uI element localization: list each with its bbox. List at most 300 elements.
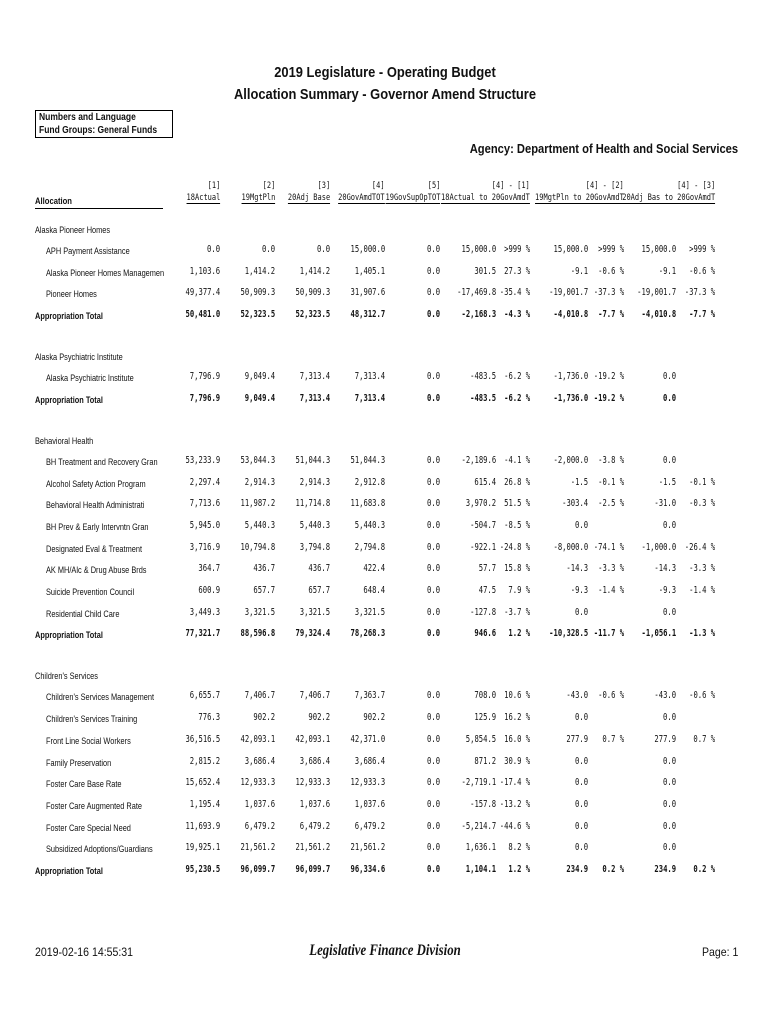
appropriation-total-value: -4.3 % [503, 309, 530, 321]
allocation-row-value: -1.5 [658, 476, 676, 488]
allocation-row-value: 57.7 [478, 563, 496, 575]
appropriation-total-value: 79,324.4 [295, 628, 330, 640]
allocation-row-value: -3.7 % [503, 606, 530, 618]
allocation-row-value: 0.0 [426, 712, 440, 724]
allocation-row-value: -157.8 [469, 798, 496, 810]
appropriation-total-value: 52,323.5 [240, 309, 275, 321]
allocation-row-value: 21,561.2 [295, 842, 330, 854]
allocation-row-value: 7,406.7 [299, 690, 330, 702]
allocation-row-value: 1,195.4 [189, 798, 220, 810]
column-name: 19GovSupOpTOT [385, 193, 440, 203]
allocation-row-value: -3.3 % [597, 563, 624, 575]
appropriation-total-value: 0.0 [426, 864, 440, 875]
allocation-row-value: 0.0 [426, 287, 440, 299]
allocation-row-value: 1,636.1 [465, 842, 496, 854]
appropriation-total-value: -1,056.1 [641, 628, 676, 640]
allocation-row-value: 3,686.4 [299, 755, 330, 767]
allocation-row-value: 0.0 [426, 798, 440, 810]
allocation-row-value: 648.4 [363, 585, 385, 596]
allocation-row-value: 47.5 [478, 585, 496, 596]
column-header-c3 [288, 181, 330, 203]
allocation-column-header: Allocation [35, 196, 163, 209]
allocation-row-value: -1.4 % [688, 585, 715, 596]
allocation-row-value: 7,796.9 [189, 371, 220, 383]
column-index: [2] [262, 181, 275, 191]
filter-box [35, 110, 173, 138]
allocation-row-value: 0.0 [662, 755, 676, 767]
allocation-row-value: 0.0 [426, 265, 440, 277]
column-index: [4] [372, 181, 385, 191]
allocation-row-value: -31.0 [654, 498, 676, 510]
column-name: 20Adj Bas to 20GovAmdT [622, 193, 715, 203]
column-name: 18Actual to 20GovAmdT [441, 193, 530, 203]
appropriation-total-value: -11.7 % [593, 628, 624, 640]
allocation-row-value: 53,044.3 [240, 454, 275, 466]
column-name: 19MgtPln [241, 193, 275, 203]
allocation-row-value: -14.3 [566, 563, 588, 575]
allocation-row-label: Behavioral Health Administrati [46, 500, 145, 511]
column-index: [5] [427, 181, 440, 191]
allocation-row-value: -2.5 % [597, 498, 624, 510]
allocation-row-value: 5,440.3 [244, 519, 275, 531]
allocation-row-value: 6,479.2 [244, 820, 275, 832]
allocation-row-value: -0.6 % [597, 690, 624, 702]
allocation-row-value: 436.7 [308, 563, 330, 575]
column-header-c5 [385, 181, 440, 203]
allocation-row-value: 15,000.0 [553, 244, 588, 255]
allocation-row-value: -2,189.6 [461, 454, 496, 466]
appropriation-total-value: 78,268.3 [350, 628, 385, 640]
allocation-row-value: 1,414.2 [299, 265, 330, 277]
allocation-row-value: -127.8 [469, 606, 496, 618]
allocation-row-label: Alaska Pioneer Homes Managemen [46, 267, 165, 278]
appropriation-total-value: 0.2 % [602, 864, 624, 875]
allocation-row-value: -3.3 % [688, 563, 715, 575]
allocation-row-value: 422.4 [363, 563, 385, 575]
section-heading: Alaska Pioneer Homes [35, 225, 111, 235]
allocation-row-value: -9.3 [658, 585, 676, 596]
allocation-row-value: 6,655.7 [189, 690, 220, 702]
allocation-row-value: 0.0 [662, 606, 676, 618]
appropriation-total-value: -1,736.0 [553, 392, 588, 404]
allocation-row-value: -19.2 % [593, 371, 624, 383]
allocation-row-value: 301.5 [474, 265, 496, 277]
allocation-row-value: 8.2 % [508, 842, 530, 854]
allocation-row-value: 42,093.1 [295, 733, 330, 745]
column-name: 20GovAmdTOT [338, 193, 385, 203]
allocation-row-value: 7.9 % [508, 585, 530, 596]
column-index: [4] - [2] [585, 181, 624, 191]
allocation-row-value: 0.0 [426, 519, 440, 531]
allocation-row-value: 600.9 [198, 585, 220, 596]
appropriation-total-value: 7,796.9 [189, 392, 220, 404]
appropriation-total-value: 7,313.4 [299, 392, 330, 404]
appropriation-total-label: Appropriation Total [35, 394, 103, 405]
allocation-row-value: -9.3 [570, 585, 588, 596]
column-name: 19MgtPln to 20GovAmdT [535, 193, 624, 203]
allocation-row-value: -504.7 [469, 519, 496, 531]
appropriation-total-value: 0.0 [426, 392, 440, 404]
allocation-row-value: 51,044.3 [295, 454, 330, 466]
allocation-row-value: -1.4 % [597, 585, 624, 596]
column-index: [3] [317, 181, 330, 191]
section-heading: Alaska Psychiatric Institute [35, 352, 123, 363]
allocation-row-value: 3,321.5 [244, 606, 275, 618]
appropriation-total-label: Appropriation Total [35, 866, 103, 876]
appropriation-total-value: 0.0 [426, 309, 440, 321]
allocation-row-value: 0.0 [426, 563, 440, 575]
section-heading: Children's Services [35, 671, 98, 682]
allocation-row-value: 42,371.0 [350, 733, 385, 745]
allocation-row-value: 0.0 [662, 454, 676, 466]
allocation-row-value: 0.0 [426, 454, 440, 466]
allocation-row-value: -4.1 % [503, 454, 530, 466]
appropriation-total-value: 1,104.1 [465, 864, 496, 875]
allocation-row-value: 615.4 [474, 476, 496, 488]
allocation-row-value: 7,363.7 [354, 690, 385, 702]
allocation-row-value: 125.9 [474, 712, 496, 724]
allocation-row-value: -0.6 % [597, 265, 624, 277]
allocation-row-value: 3,686.4 [354, 755, 385, 767]
allocation-row-value: 2,297.4 [189, 476, 220, 488]
allocation-row-value: 50,909.3 [240, 287, 275, 299]
appropriation-total-value: 88,596.8 [240, 628, 275, 640]
appropriation-total-value: 7,313.4 [354, 392, 385, 404]
allocation-row-label: BH Treatment and Recovery Gran [46, 456, 158, 467]
appropriation-total-value: 96,099.7 [295, 864, 330, 875]
allocation-row-value: 7,313.4 [354, 371, 385, 383]
allocation-row-value: -43.0 [654, 690, 676, 702]
allocation-row-value: -1,736.0 [553, 371, 588, 383]
appropriation-total-value: 1.2 % [508, 864, 530, 875]
allocation-row-value: -3.8 % [597, 454, 624, 466]
appropriation-total-value: 52,323.5 [295, 309, 330, 321]
allocation-row-value: 708.0 [474, 690, 496, 702]
appropriation-total-value: 96,099.7 [240, 864, 275, 875]
allocation-row-value: -303.4 [561, 498, 588, 510]
allocation-row-value: 6,479.2 [299, 820, 330, 832]
allocation-row-value: -1.5 [570, 476, 588, 488]
allocation-row-value: 0.0 [574, 712, 588, 724]
allocation-row-value: 5,854.5 [465, 733, 496, 745]
allocation-row-value: -483.5 [469, 371, 496, 383]
allocation-row-value: 3,794.8 [299, 541, 330, 553]
allocation-row-value: 3,321.5 [354, 606, 385, 618]
section-heading: Behavioral Health [35, 435, 94, 446]
allocation-row-value: -5,214.7 [461, 820, 496, 832]
allocation-row-value: 15,000.0 [350, 244, 385, 255]
allocation-row-value: 2,914.3 [244, 476, 275, 488]
appropriation-total-value: -10,328.5 [548, 628, 588, 640]
allocation-row-value: 21,561.2 [240, 842, 275, 854]
footer-division-signature: Legislative Finance Division [309, 942, 461, 959]
allocation-row-value: 1,405.1 [354, 265, 385, 277]
appropriation-total-value: -4,010.8 [641, 309, 676, 321]
allocation-row-value: 0.0 [574, 777, 588, 789]
allocation-row-value: 3,970.2 [465, 498, 496, 510]
allocation-row-value: 10.6 % [503, 690, 530, 702]
column-index: [4] - [1] [491, 181, 530, 191]
allocation-row-value: 26.8 % [503, 476, 530, 488]
report-title: 2019 Legislature - Operating Budget [274, 64, 496, 81]
allocation-row-value: 277.9 [654, 733, 676, 745]
allocation-row-label: Foster Care Special Need [46, 822, 131, 833]
allocation-row-value: 0.0 [662, 842, 676, 854]
appropriation-total-value: 0.2 % [693, 864, 715, 875]
allocation-row-value: 0.0 [426, 585, 440, 596]
allocation-row-value: -74.1 % [593, 541, 624, 553]
allocation-row-value: 2,815.2 [189, 755, 220, 767]
allocation-row-value: 0.0 [426, 606, 440, 618]
allocation-row-value: 2,914.3 [299, 476, 330, 488]
allocation-row-value: 871.2 [474, 755, 496, 767]
allocation-row-label: Suicide Prevention Council [46, 587, 135, 597]
allocation-row-value: -2,000.0 [553, 454, 588, 466]
column-header-d3 [622, 181, 715, 203]
allocation-row-label: Residential Child Care [46, 608, 120, 619]
filter-language: Numbers and Language [39, 112, 136, 123]
allocation-row-value: 902.2 [308, 712, 330, 724]
appropriation-total-value: 9,049.4 [244, 392, 275, 404]
allocation-row-value: 0.0 [206, 244, 220, 255]
allocation-row-value: 0.0 [574, 519, 588, 531]
column-name: 20Adj Base [287, 193, 330, 203]
allocation-row-label: APH Payment Assistance [46, 246, 130, 256]
agency-label: Agency: Department of Health and Social Services [469, 141, 738, 156]
allocation-row-value: 3,686.4 [244, 755, 275, 767]
allocation-row-value: 0.0 [574, 606, 588, 618]
allocation-row-value: -2,719.1 [461, 777, 496, 789]
column-name: 18Actual [186, 193, 220, 203]
appropriation-total-value: 0.0 [662, 392, 676, 404]
allocation-row-label: Front Line Social Workers [46, 735, 131, 746]
allocation-row-value: 0.0 [426, 476, 440, 488]
allocation-row-label: AK MH/Alc & Drug Abuse Brds [46, 565, 147, 576]
allocation-row-value: -37.3 % [684, 287, 715, 299]
allocation-row-value: 53,233.9 [185, 454, 220, 466]
allocation-row-value: 12,933.3 [240, 777, 275, 789]
allocation-row-value: 3,321.5 [299, 606, 330, 618]
allocation-row-value: 7,313.4 [299, 371, 330, 383]
allocation-row-value: 0.0 [662, 777, 676, 789]
allocation-row-value: 16.0 % [503, 733, 530, 745]
allocation-row-value: >999 % [597, 244, 624, 255]
allocation-row-value: 15,000.0 [461, 244, 496, 255]
allocation-row-value: 5,945.0 [189, 519, 220, 531]
appropriation-total-value: 946.6 [474, 628, 496, 640]
allocation-row-value: -17,469.8 [456, 287, 496, 299]
appropriation-total-value: -2,168.3 [461, 309, 496, 321]
appropriation-total-value: 95,230.5 [185, 864, 220, 875]
appropriation-total-value: 77,321.7 [185, 628, 220, 640]
allocation-row-value: -19,001.7 [636, 287, 676, 299]
allocation-row-value: 15,652.4 [185, 777, 220, 789]
allocation-row-value: 11,683.8 [350, 498, 385, 510]
appropriation-total-value: 0.0 [426, 628, 440, 640]
allocation-row-value: 0.0 [316, 244, 330, 255]
allocation-row-value: -26.4 % [684, 541, 715, 553]
allocation-row-value: -1,000.0 [641, 541, 676, 553]
footer-timestamp: 2019-02-16 14:55:31 [35, 945, 134, 959]
allocation-row-value: -44.6 % [499, 820, 530, 832]
allocation-row-value: 1,037.6 [299, 798, 330, 810]
appropriation-total-value: -483.5 [469, 392, 496, 404]
column-index: [4] - [3] [676, 181, 715, 191]
allocation-row-value: -43.0 [566, 690, 588, 702]
allocation-row-value: 0.7 % [693, 733, 715, 745]
allocation-row-value: 0.0 [662, 712, 676, 724]
allocation-row-value: 15,000.0 [641, 244, 676, 255]
allocation-row-value: -8.5 % [503, 519, 530, 531]
allocation-row-value: 1,037.6 [354, 798, 385, 810]
allocation-row-value: 5,440.3 [354, 519, 385, 531]
column-index: [1] [207, 181, 220, 191]
allocation-row-label: Foster Care Base Rate [46, 779, 122, 790]
report-subtitle: Allocation Summary - Governor Amend Structure [233, 86, 537, 103]
column-header-c4 [339, 181, 385, 203]
allocation-row-value: 902.2 [253, 712, 275, 724]
allocation-row-value: -24.8 % [499, 541, 530, 553]
allocation-row-value: 657.7 [253, 585, 275, 596]
allocation-row-label: Subsidized Adoptions/Guardians [46, 844, 153, 855]
appropriation-total-value: 96,334.6 [350, 864, 385, 875]
allocation-row-label: Foster Care Augmented Rate [46, 800, 142, 811]
allocation-row-value: 2,912.8 [354, 476, 385, 488]
allocation-row-value: 0.0 [426, 820, 440, 832]
allocation-row-value: -19,001.7 [548, 287, 588, 299]
allocation-row-value: 11,714.8 [295, 498, 330, 510]
appropriation-total-value: 234.9 [654, 864, 676, 875]
allocation-row-value: 30.9 % [503, 755, 530, 767]
allocation-row-value: 277.9 [566, 733, 588, 745]
allocation-row-label: Alaska Psychiatric Institute [46, 373, 134, 384]
allocation-row-value: 11,693.9 [185, 820, 220, 832]
allocation-row-value: -35.4 % [499, 287, 530, 299]
allocation-row-value: 0.0 [574, 755, 588, 767]
allocation-row-label: Designated Eval & Treatment [46, 543, 142, 554]
allocation-row-value: 0.7 % [602, 733, 624, 745]
allocation-row-value: 3,449.3 [189, 606, 220, 618]
appropriation-total-value: 48,312.7 [350, 309, 385, 321]
allocation-row-value: 0.0 [662, 519, 676, 531]
allocation-row-value: 0.0 [426, 842, 440, 854]
allocation-row-value: 16.2 % [503, 712, 530, 724]
allocation-row-value: 36,516.5 [185, 733, 220, 745]
appropriation-total-value: -6.2 % [503, 392, 530, 404]
allocation-row-value: 0.0 [574, 820, 588, 832]
allocation-row-value: 51.5 % [503, 498, 530, 510]
allocation-row-label: Pioneer Homes [46, 289, 97, 300]
allocation-row-value: -0.6 % [688, 265, 715, 277]
allocation-row-value: -13.2 % [499, 798, 530, 810]
appropriation-total-label: Appropriation Total [35, 311, 103, 322]
allocation-row-value: 657.7 [308, 585, 330, 596]
allocation-row-value: -922.1 [469, 541, 496, 553]
allocation-row-value: 0.0 [662, 820, 676, 832]
allocation-row-value: >999 % [503, 244, 530, 255]
appropriation-total-label: Appropriation Total [35, 630, 103, 641]
allocation-row-label: Family Preservation [46, 757, 112, 768]
filter-fund-groups: Fund Groups: General Funds [39, 125, 158, 136]
allocation-row-value: 0.0 [426, 755, 440, 767]
allocation-row-value: 42,093.1 [240, 733, 275, 745]
allocation-row-value: 0.0 [426, 371, 440, 383]
allocation-row-value: -37.3 % [593, 287, 624, 299]
appropriation-total-value: 234.9 [566, 864, 588, 875]
allocation-row-value: 0.0 [426, 244, 440, 255]
allocation-row-value: 3,716.9 [189, 541, 220, 553]
allocation-row-value: -9.1 [658, 265, 676, 277]
allocation-row-value: -17.4 % [499, 777, 530, 789]
allocation-row-label: Alcohol Safety Action Program [46, 478, 146, 489]
allocation-row-value: 364.7 [198, 563, 220, 575]
appropriation-total-value: -7.7 % [688, 309, 715, 321]
allocation-row-value: -8,000.0 [553, 541, 588, 553]
allocation-row-value: -9.1 [570, 265, 588, 277]
allocation-row-value: 7,713.6 [189, 498, 220, 510]
allocation-row-value: 0.0 [426, 541, 440, 553]
allocation-row-value: -0.1 % [597, 476, 624, 488]
allocation-row-label: Children's Services Training [46, 714, 138, 725]
allocation-row-value: 11,987.2 [240, 498, 275, 510]
allocation-row-value: -14.3 [654, 563, 676, 575]
allocation-row-value: 0.0 [574, 798, 588, 810]
allocation-row-value: 2,794.8 [354, 541, 385, 553]
allocation-row-value: 0.0 [662, 798, 676, 810]
allocation-row-value: 6,479.2 [354, 820, 385, 832]
allocation-row-value: 12,933.3 [350, 777, 385, 789]
allocation-row-value: 49,377.4 [185, 287, 220, 299]
allocation-row-value: 1,037.6 [244, 798, 275, 810]
allocation-row-label: BH Prev & Early Intervntn Gran [46, 521, 149, 532]
appropriation-total-value: -7.7 % [597, 309, 624, 321]
allocation-row-value: 10,794.8 [240, 541, 275, 553]
allocation-row-value: 0.0 [426, 690, 440, 702]
allocation-row-value: 51,044.3 [350, 454, 385, 466]
column-header-c1 [186, 181, 220, 203]
allocation-row-value: 15.8 % [503, 563, 530, 575]
appropriation-total-value: -1.3 % [688, 628, 715, 640]
allocation-row-value: 436.7 [253, 563, 275, 575]
allocation-row-value: 27.3 % [503, 265, 530, 277]
appropriation-total-value: -19.2 % [593, 392, 624, 404]
allocation-row-value: 12,933.3 [295, 777, 330, 789]
column-header-c2 [241, 181, 275, 203]
allocation-row-value: 0.0 [574, 842, 588, 854]
allocation-row-value: 0.0 [426, 777, 440, 789]
column-header-d1 [441, 181, 530, 203]
allocation-row-value: -0.6 % [688, 690, 715, 702]
allocation-row-value: 1,414.2 [244, 265, 275, 277]
appropriation-total-value: -4,010.8 [553, 309, 588, 321]
allocation-row-value: >999 % [688, 244, 715, 255]
allocation-row-value: 21,561.2 [350, 842, 385, 854]
appropriation-total-value: 1.2 % [508, 628, 530, 640]
footer-page-number: Page: 1 [701, 945, 738, 959]
allocation-row-label: Children's Services Management [46, 692, 155, 703]
appropriation-total-value: 50,481.0 [185, 309, 220, 321]
column-header-d2 [535, 181, 624, 203]
allocation-row-value: 0.0 [261, 244, 275, 255]
allocation-row-value: 9,049.4 [244, 371, 275, 383]
allocation-row-value: -6.2 % [503, 371, 530, 383]
allocation-row-value: 902.2 [363, 712, 385, 724]
allocation-row-value: -0.1 % [688, 476, 715, 488]
allocation-row-value: -0.3 % [688, 498, 715, 510]
allocation-row-value: 5,440.3 [299, 519, 330, 531]
allocation-row-value: 0.0 [662, 371, 676, 383]
allocation-row-value: 0.0 [426, 733, 440, 745]
